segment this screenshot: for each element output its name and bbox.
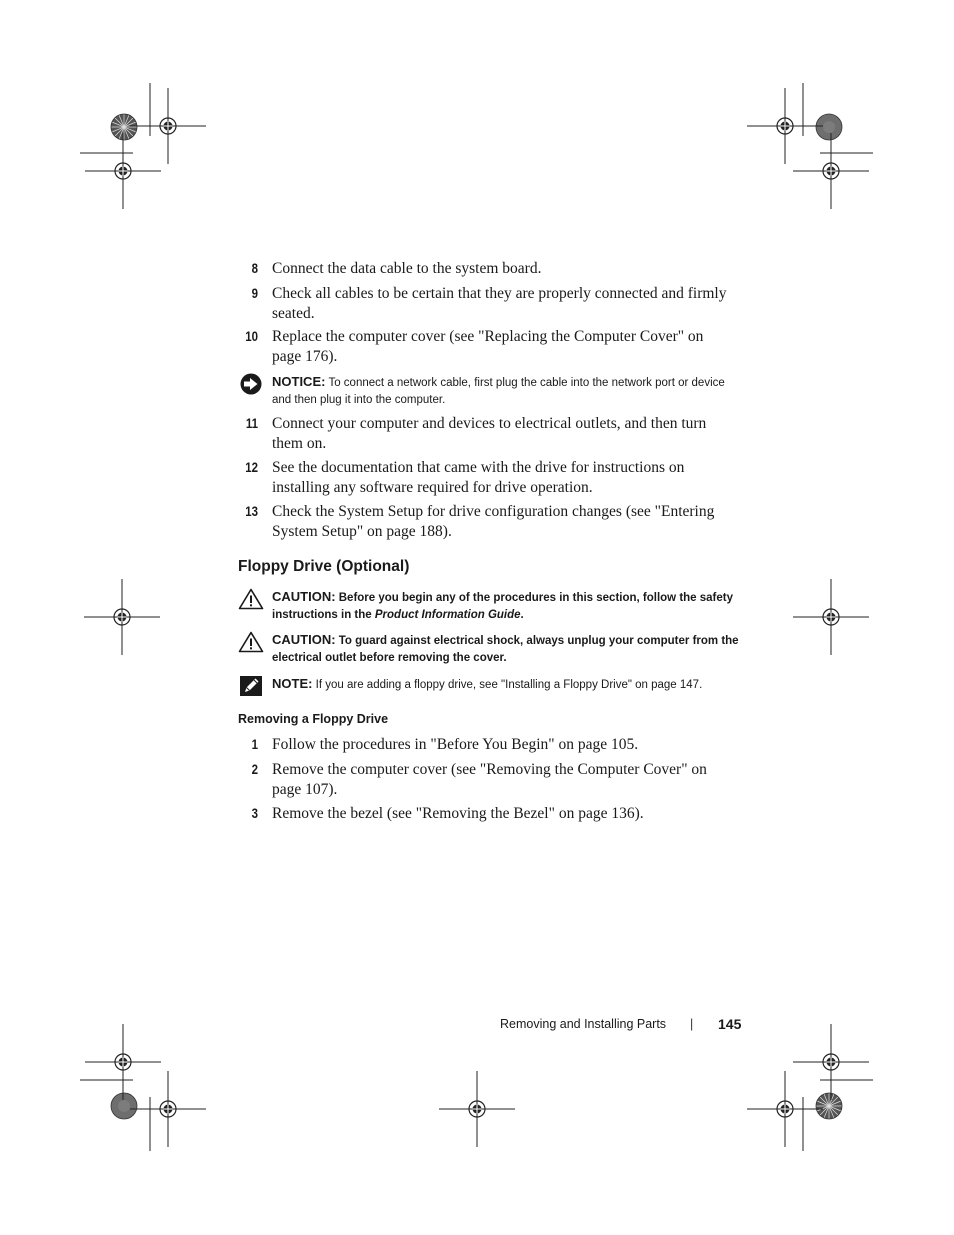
- footer-separator: |: [690, 1017, 694, 1031]
- subsection-title: Removing a Floppy Drive: [238, 712, 389, 726]
- step-number: 8: [251, 261, 258, 276]
- notice-text: To connect a network cable, first plug the cable into the network port or device and then plug it into the computer.: [272, 377, 725, 406]
- note-text: If you are adding a floppy drive, see "Installing a Floppy Drive" on page 147.: [315, 679, 703, 691]
- note-label: NOTE:: [272, 676, 313, 691]
- step-text: Check all cables to be certain that they are properly connected and firmly seated.: [272, 285, 727, 322]
- note-pencil-icon: [238, 675, 264, 697]
- step-number: 13: [245, 504, 258, 519]
- step-number: 11: [245, 416, 258, 431]
- step-number: 3: [251, 806, 258, 821]
- caution-warning-icon: [238, 588, 264, 610]
- step-text: Replace the computer cover (see "Replacing the Computer Cover" on page 176).: [272, 328, 704, 365]
- step-text: See the documentation that came with the drive for instructions on installing any software required for drive operation.: [272, 459, 685, 496]
- step-number: 9: [251, 286, 258, 301]
- page-number: 145: [718, 1016, 742, 1032]
- step-text: Follow the procedures in "Before You Begin" on page 105.: [272, 736, 639, 753]
- step-text: Connect the data cable to the system board.: [272, 260, 542, 277]
- footer-chapter-title: Removing and Installing Parts: [500, 1017, 667, 1031]
- caution-text-italic: Product Information Guide: [374, 609, 521, 621]
- caution-warning-icon: [238, 631, 264, 653]
- step-number: 12: [245, 460, 258, 475]
- notice-label: NOTICE:: [272, 374, 326, 389]
- step-text: Check the System Setup for drive configuration changes (see "Entering System Setup" on page 188).: [272, 503, 715, 540]
- step-text: Connect your computer and devices to electrical outlets, and then turn them on.: [272, 415, 707, 452]
- step-number: 10: [245, 329, 258, 344]
- section-title: Floppy Drive (Optional): [238, 558, 410, 575]
- step-text: Remove the bezel (see "Removing the Bezel" on page 136).: [272, 805, 644, 822]
- notice-icon: [238, 373, 264, 395]
- caution-text-end: .: [520, 609, 524, 621]
- step-number: 1: [251, 737, 258, 752]
- step-number: 2: [251, 762, 258, 777]
- caution-text: To guard against electrical shock, always unplug your computer from the electrical outlet before removing the cover.: [272, 635, 739, 664]
- caution-label: CAUTION:: [272, 589, 336, 604]
- caution-label: CAUTION:: [272, 632, 336, 647]
- caution-text: Before you begin any of the procedures in this section, follow the safety instructions in the: [272, 592, 734, 621]
- step-text: Remove the computer cover (see "Removing the Computer Cover" on page 107).: [272, 761, 707, 798]
